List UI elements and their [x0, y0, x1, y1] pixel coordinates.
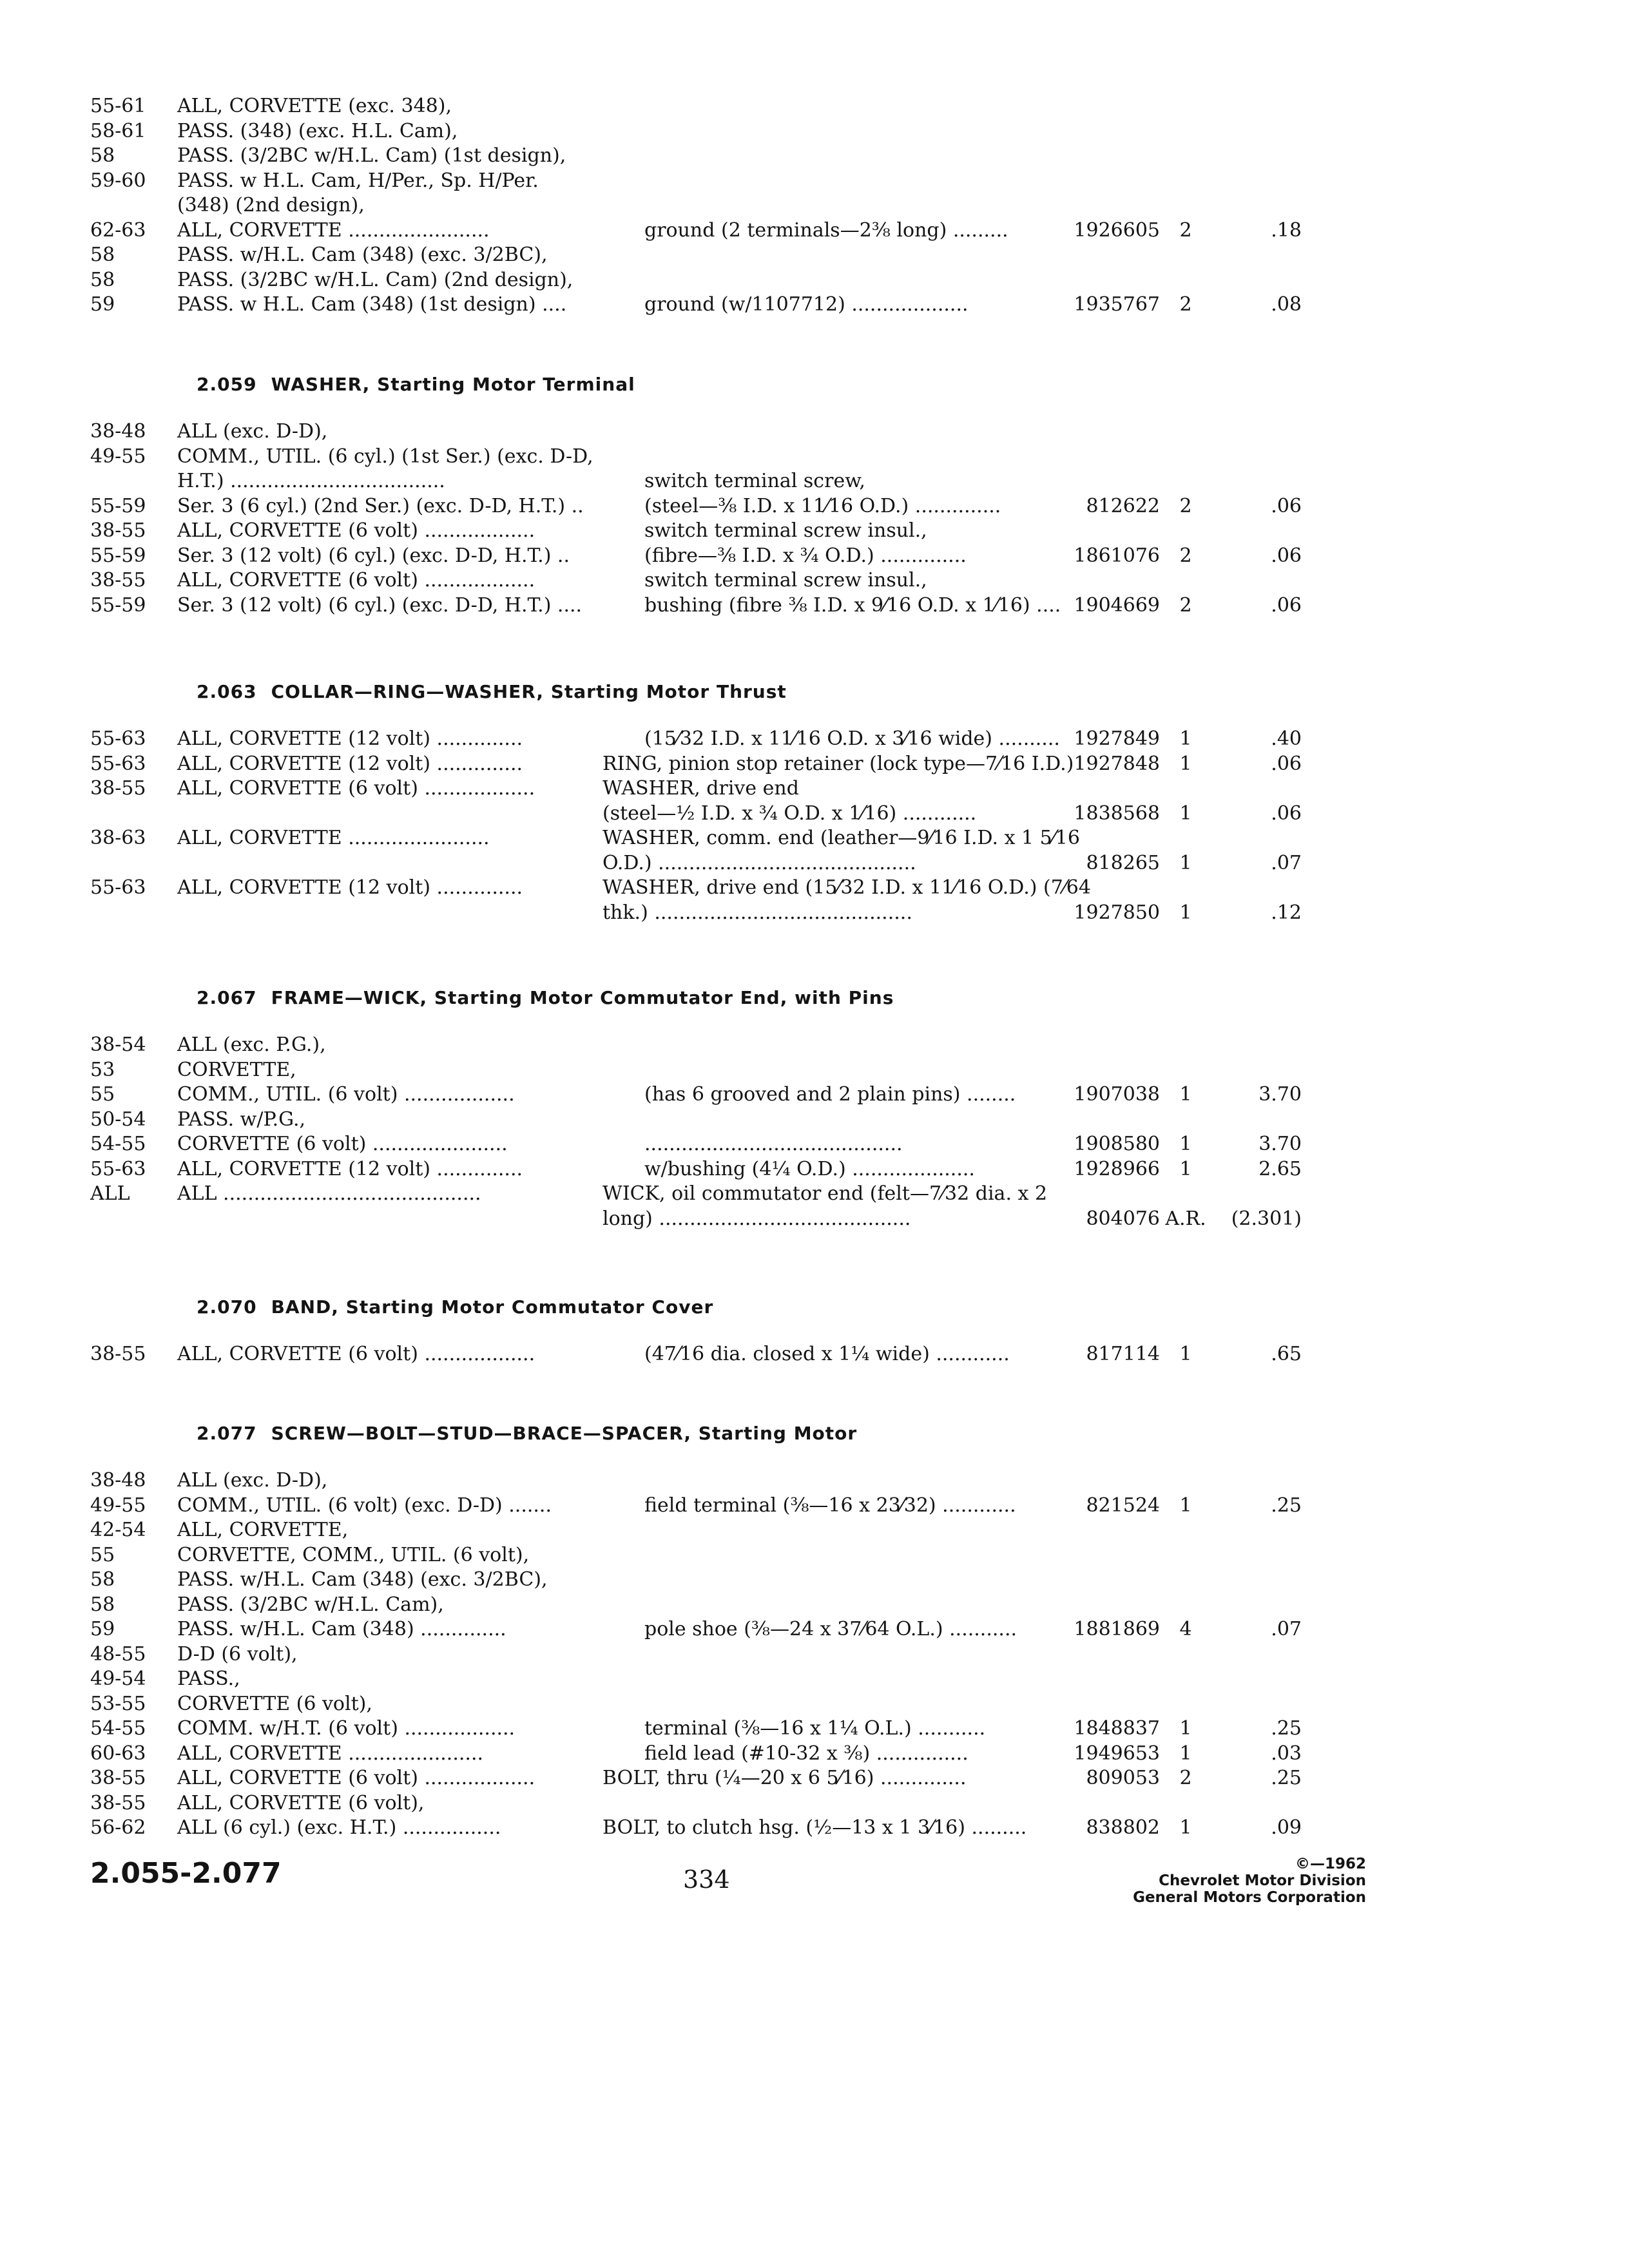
- model-years: 38-55: [90, 569, 146, 591]
- model-years: 38-54: [90, 1033, 146, 1056]
- price: .25: [1271, 1767, 1302, 1789]
- quantity: 1: [1179, 1158, 1192, 1180]
- price: 3.70: [1258, 1083, 1302, 1106]
- part-description: WASHER, drive end: [602, 777, 799, 800]
- parts-row: [0, 1206, 1629, 1235]
- quantity: 1: [1179, 1133, 1192, 1155]
- model-years: 53: [90, 1059, 115, 1081]
- section-heading: [197, 374, 635, 395]
- application: COMM., UTIL. (6 volt) ..................: [177, 1083, 515, 1106]
- model-years: 49-54: [90, 1667, 146, 1690]
- model-years: 38-55: [90, 1343, 146, 1365]
- application: ALL, CORVETTE (6 volt) ..................: [177, 569, 535, 591]
- corporation-name: General Motors Corporation: [1133, 1889, 1366, 1906]
- section-title: SCREW—BOLT—STUD—BRACE—SPACER, Starting Motor: [271, 1423, 858, 1444]
- section-title: FRAME—WICK, Starting Motor Commutator End, with Pins: [271, 987, 894, 1008]
- application: ALL, CORVETTE (6 volt) ..................: [177, 519, 535, 542]
- model-years: 53-55: [90, 1693, 146, 1715]
- model-years: 59-60: [90, 169, 146, 192]
- copyright: ©—1962: [1295, 1856, 1366, 1872]
- quantity: A.R.: [1165, 1207, 1206, 1230]
- model-years: 58: [90, 1593, 115, 1616]
- application: ALL ..........................................: [177, 1182, 481, 1205]
- model-years: 38-48: [90, 420, 146, 443]
- application: ALL, CORVETTE (6 volt),: [177, 1792, 425, 1814]
- application: (348) (2nd design),: [177, 194, 365, 216]
- part-number: 1904669: [1074, 594, 1160, 617]
- model-years: 58: [90, 244, 115, 266]
- part-description: terminal (⅜—16 x 1¼ O.L.) ...........: [644, 1717, 986, 1740]
- part-description: WASHER, drive end (15⁄32 I.D. x 11⁄16 O.D.) (7⁄64: [602, 876, 1091, 899]
- model-years: 62-63: [90, 219, 146, 242]
- parts-row: [0, 776, 1629, 804]
- section-number: 2.063: [197, 681, 257, 702]
- application: ALL, CORVETTE (6 volt) ..................: [177, 1343, 535, 1365]
- part-description: WASHER, comm. end (leather—9⁄16 I.D. x 1 5⁄16: [602, 827, 1080, 849]
- price: .25: [1271, 1717, 1302, 1740]
- model-years: 38-55: [90, 1767, 146, 1789]
- part-description: O.D.) ..........................................: [602, 852, 916, 874]
- model-years: 42-54: [90, 1519, 146, 1541]
- quantity: 1: [1179, 727, 1192, 750]
- part-description: switch terminal screw,: [644, 470, 865, 492]
- model-years: 59: [90, 1618, 115, 1640]
- parts-row: [0, 1468, 1629, 1496]
- parts-row: [0, 1815, 1629, 1843]
- quantity: 1: [1179, 1816, 1192, 1839]
- model-years: 55-59: [90, 594, 146, 617]
- quantity: 1: [1179, 901, 1192, 924]
- quantity: 1: [1179, 802, 1192, 825]
- application: ALL, CORVETTE (12 volt) ..............: [177, 876, 523, 899]
- model-years: 55-63: [90, 753, 146, 775]
- application: PASS. w/H.L. Cam (348) (exc. 3/2BC),: [177, 1568, 548, 1591]
- part-description: (steel—⅜ I.D. x 11⁄16 O.D.) ..............: [644, 495, 1001, 517]
- parts-row: [0, 419, 1629, 447]
- quantity: 1: [1179, 1083, 1192, 1106]
- part-number: 1881869: [1074, 1618, 1160, 1640]
- part-number: 1926605: [1074, 219, 1160, 242]
- model-years: 49-55: [90, 1494, 146, 1517]
- application: ALL, CORVETTE (12 volt) ..............: [177, 1158, 523, 1180]
- parts-row: [0, 468, 1629, 497]
- application: ALL, CORVETTE (6 volt) ..................: [177, 1767, 535, 1789]
- part-description: WICK, oil commutator end (felt—7⁄32 dia. x 2: [602, 1182, 1048, 1205]
- part-description: w/bushing (4¼ O.D.) ....................: [644, 1158, 975, 1180]
- model-years: 59: [90, 293, 115, 316]
- parts-row: [0, 1617, 1629, 1645]
- application: CORVETTE (6 volt) ......................: [177, 1133, 508, 1155]
- model-years: 58-61: [90, 120, 146, 142]
- price: .06: [1271, 802, 1302, 825]
- model-years: 58: [90, 144, 115, 167]
- part-description: BOLT, thru (¼—20 x 6 5⁄16) ..............: [602, 1767, 967, 1789]
- parts-row: [0, 875, 1629, 903]
- quantity: 2: [1179, 594, 1192, 617]
- application: PASS. (3/2BC w/H.L. Cam),: [177, 1593, 444, 1616]
- model-years: 55-59: [90, 495, 146, 517]
- application: ALL, CORVETTE .......................: [177, 219, 490, 242]
- application: D-D (6 volt),: [177, 1643, 298, 1666]
- parts-row: [0, 1666, 1629, 1695]
- parts-row: [0, 1082, 1629, 1110]
- part-number: 1935767: [1074, 293, 1160, 316]
- publisher-block: [1057, 1856, 1366, 1906]
- section-title: COLLAR—RING—WASHER, Starting Motor Thrust: [271, 681, 787, 702]
- part-description: ground (2 terminals—2⅜ long) .........: [644, 219, 1008, 242]
- model-years: 58: [90, 269, 115, 291]
- application: COMM. w/H.T. (6 volt) ..................: [177, 1717, 516, 1740]
- application: ALL, CORVETTE .......................: [177, 827, 490, 849]
- section-heading: [197, 1423, 857, 1444]
- price: .06: [1271, 544, 1302, 567]
- application: PASS. w H.L. Cam, H/Per., Sp. H/Per.: [177, 169, 539, 192]
- application: ALL (exc. P.G.),: [177, 1033, 326, 1056]
- quantity: 1: [1179, 1343, 1192, 1365]
- application: PASS. w/H.L. Cam (348) ..............: [177, 1618, 506, 1640]
- division-name: Chevrolet Motor Division: [1159, 1872, 1366, 1889]
- part-number: 1907038: [1074, 1083, 1160, 1106]
- price: .07: [1271, 852, 1302, 874]
- price: .06: [1271, 495, 1302, 517]
- part-description: (has 6 grooved and 2 plain pins) ........: [644, 1083, 1016, 1106]
- application: ALL, CORVETTE ......................: [177, 1742, 484, 1765]
- part-description: (15⁄32 I.D. x 11⁄16 O.D. x 3⁄16 wide) ..........: [644, 727, 1060, 750]
- application: PASS. w/H.L. Cam (348) (exc. 3/2BC),: [177, 244, 548, 266]
- part-number: 1838568: [1074, 802, 1160, 825]
- application: CORVETTE (6 volt),: [177, 1693, 372, 1715]
- page-number: 334: [683, 1865, 730, 1894]
- part-description: (steel—½ I.D. x ¾ O.D. x 1⁄16) ............: [602, 802, 977, 825]
- model-years: 49-55: [90, 445, 146, 468]
- parts-row: [0, 1131, 1629, 1160]
- application: ALL, CORVETTE (12 volt) ..............: [177, 753, 523, 775]
- model-years: 54-55: [90, 1717, 146, 1740]
- quantity: 2: [1179, 1767, 1192, 1789]
- application: ALL, CORVETTE,: [177, 1519, 349, 1541]
- quantity: 1: [1179, 1717, 1192, 1740]
- application: H.T.) ...................................: [177, 470, 445, 492]
- parts-row: [0, 1567, 1629, 1595]
- parts-row: [0, 93, 1629, 122]
- part-description: ground (w/1107712) ...................: [644, 293, 969, 316]
- quantity: 2: [1179, 544, 1192, 567]
- part-description: ..........................................: [644, 1133, 903, 1155]
- price: .08: [1271, 293, 1302, 316]
- parts-row: [0, 242, 1629, 271]
- application: PASS. (3/2BC w/H.L. Cam) (2nd design),: [177, 269, 574, 291]
- application: Ser. 3 (12 volt) (6 cyl.) (exc. D-D, H.T.) ..: [177, 544, 570, 567]
- part-description: BOLT, to clutch hsg. (½—13 x 1 3⁄16) .........: [602, 1816, 1027, 1839]
- section-heading: [197, 681, 787, 702]
- section-heading: [197, 1296, 713, 1318]
- parts-row: [0, 593, 1629, 621]
- part-description: pole shoe (⅜—24 x 37⁄64 O.L.) ...........: [644, 1618, 1017, 1640]
- model-years: 48-55: [90, 1643, 146, 1666]
- quantity: 4: [1179, 1618, 1192, 1640]
- part-number: 838802: [1086, 1816, 1160, 1839]
- section-number: 2.067: [197, 987, 257, 1008]
- parts-row: [0, 1341, 1629, 1370]
- model-years: 38-55: [90, 777, 146, 800]
- part-number: 1927848: [1074, 753, 1160, 775]
- model-years: 38-55: [90, 1792, 146, 1814]
- part-description: field terminal (⅜—16 x 23⁄32) ............: [644, 1494, 1016, 1517]
- price: .07: [1271, 1618, 1302, 1640]
- model-years: 55-63: [90, 876, 146, 899]
- price: .09: [1271, 1816, 1302, 1839]
- part-description: (fibre—⅜ I.D. x ¾ O.D.) ..............: [644, 544, 967, 567]
- quantity: 2: [1179, 293, 1192, 316]
- part-number: 1861076: [1074, 544, 1160, 567]
- section-number: 2.070: [197, 1296, 257, 1318]
- model-years: 55-63: [90, 727, 146, 750]
- quantity: 1: [1179, 1494, 1192, 1517]
- price: 3.70: [1258, 1133, 1302, 1155]
- section-range: 2.055-2.077: [90, 1857, 282, 1890]
- part-description: bushing (fibre ⅜ I.D. x 9⁄16 O.D. x 1⁄16) ....: [644, 594, 1061, 617]
- part-description: (47⁄16 dia. closed x 1¼ wide) ............: [644, 1343, 1010, 1365]
- model-years: 60-63: [90, 1742, 146, 1765]
- application: COMM., UTIL. (6 volt) (exc. D-D) .......: [177, 1494, 552, 1517]
- parts-row: [0, 143, 1629, 171]
- application: CORVETTE,: [177, 1059, 296, 1081]
- application: PASS. (3/2BC w/H.L. Cam) (1st design),: [177, 144, 566, 167]
- application: ALL (exc. D-D),: [177, 420, 328, 443]
- application: PASS. w H.L. Cam (348) (1st design) ....: [177, 293, 567, 316]
- model-years: 38-48: [90, 1469, 146, 1492]
- parts-row: [0, 518, 1629, 546]
- model-years: 55-59: [90, 544, 146, 567]
- price: .03: [1271, 1742, 1302, 1765]
- part-number: 1927850: [1074, 901, 1160, 924]
- parts-row: [0, 900, 1629, 928]
- part-number: 1949653: [1074, 1742, 1160, 1765]
- quantity: 1: [1179, 852, 1192, 874]
- part-description: long) .........................................: [602, 1207, 911, 1230]
- model-years: 38-63: [90, 827, 146, 849]
- quantity: 1: [1179, 1742, 1192, 1765]
- parts-row: [0, 1517, 1629, 1546]
- model-years: ALL: [90, 1182, 130, 1205]
- part-number: 1908580: [1074, 1133, 1160, 1155]
- model-years: 55: [90, 1544, 115, 1566]
- application: ALL (6 cyl.) (exc. H.T.) ................: [177, 1816, 501, 1839]
- parts-row: [0, 568, 1629, 596]
- application: COMM., UTIL. (6 cyl.) (1st Ser.) (exc. D-D,: [177, 445, 593, 468]
- price: (2.301): [1231, 1207, 1302, 1230]
- model-years: 56-62: [90, 1816, 146, 1839]
- price: 2.65: [1258, 1158, 1302, 1180]
- part-number: 818265: [1086, 852, 1160, 874]
- model-years: 55: [90, 1083, 115, 1106]
- parts-row: [0, 726, 1629, 754]
- application: ALL (exc. D-D),: [177, 1469, 328, 1492]
- model-years: 58: [90, 1568, 115, 1591]
- section-number: 2.059: [197, 374, 257, 395]
- parts-row: [0, 1765, 1629, 1794]
- part-description: switch terminal screw insul.,: [644, 519, 927, 542]
- application: ALL, CORVETTE (exc. 348),: [177, 95, 452, 117]
- application: CORVETTE, COMM., UTIL. (6 volt),: [177, 1544, 530, 1566]
- part-number: 812622: [1086, 495, 1160, 517]
- model-years: 50-54: [90, 1108, 146, 1131]
- model-years: 38-55: [90, 519, 146, 542]
- parts-row: [0, 193, 1629, 221]
- price: .12: [1271, 901, 1302, 924]
- price: .65: [1271, 1343, 1302, 1365]
- section-heading: [197, 987, 894, 1008]
- price: .40: [1271, 727, 1302, 750]
- parts-row: [0, 1181, 1629, 1209]
- application: ALL, CORVETTE (6 volt) ..................: [177, 777, 535, 800]
- parts-row: [0, 292, 1629, 320]
- model-years: 54-55: [90, 1133, 146, 1155]
- price: .06: [1271, 594, 1302, 617]
- part-number: 1927849: [1074, 727, 1160, 750]
- part-number: 804076: [1086, 1207, 1160, 1230]
- application: Ser. 3 (6 cyl.) (2nd Ser.) (exc. D-D, H.T.) ..: [177, 495, 584, 517]
- quantity: 2: [1179, 219, 1192, 242]
- part-number: 821524: [1086, 1494, 1160, 1517]
- application: PASS.,: [177, 1667, 240, 1690]
- parts-row: [0, 825, 1629, 854]
- part-description: switch terminal screw insul.,: [644, 569, 927, 591]
- quantity: 2: [1179, 495, 1192, 517]
- part-description: field lead (#10-32 x ⅜) ...............: [644, 1742, 969, 1765]
- model-years: 55-63: [90, 1158, 146, 1180]
- part-description: RING, pinion stop retainer (lock type—7⁄16 I.D.): [602, 753, 1074, 775]
- part-number: 1928966: [1074, 1158, 1160, 1180]
- application: Ser. 3 (12 volt) (6 cyl.) (exc. D-D, H.T.) ....: [177, 594, 583, 617]
- part-number: 1848837: [1074, 1717, 1160, 1740]
- section-title: BAND, Starting Motor Commutator Cover: [271, 1296, 714, 1318]
- part-number: 817114: [1086, 1343, 1160, 1365]
- price: .06: [1271, 753, 1302, 775]
- part-description: thk.) ..........................................: [602, 901, 912, 924]
- parts-row: [0, 1032, 1629, 1061]
- price: .18: [1271, 219, 1302, 242]
- model-years: 55-61: [90, 95, 146, 117]
- section-number: 2.077: [197, 1423, 257, 1444]
- section-title: WASHER, Starting Motor Terminal: [271, 374, 635, 395]
- price: .25: [1271, 1494, 1302, 1517]
- parts-row: [0, 1716, 1629, 1744]
- application: ALL, CORVETTE (12 volt) ..............: [177, 727, 523, 750]
- application: PASS. (348) (exc. H.L. Cam),: [177, 120, 458, 142]
- part-number: 809053: [1086, 1767, 1160, 1789]
- application: PASS. w/P.G.,: [177, 1108, 306, 1131]
- quantity: 1: [1179, 753, 1192, 775]
